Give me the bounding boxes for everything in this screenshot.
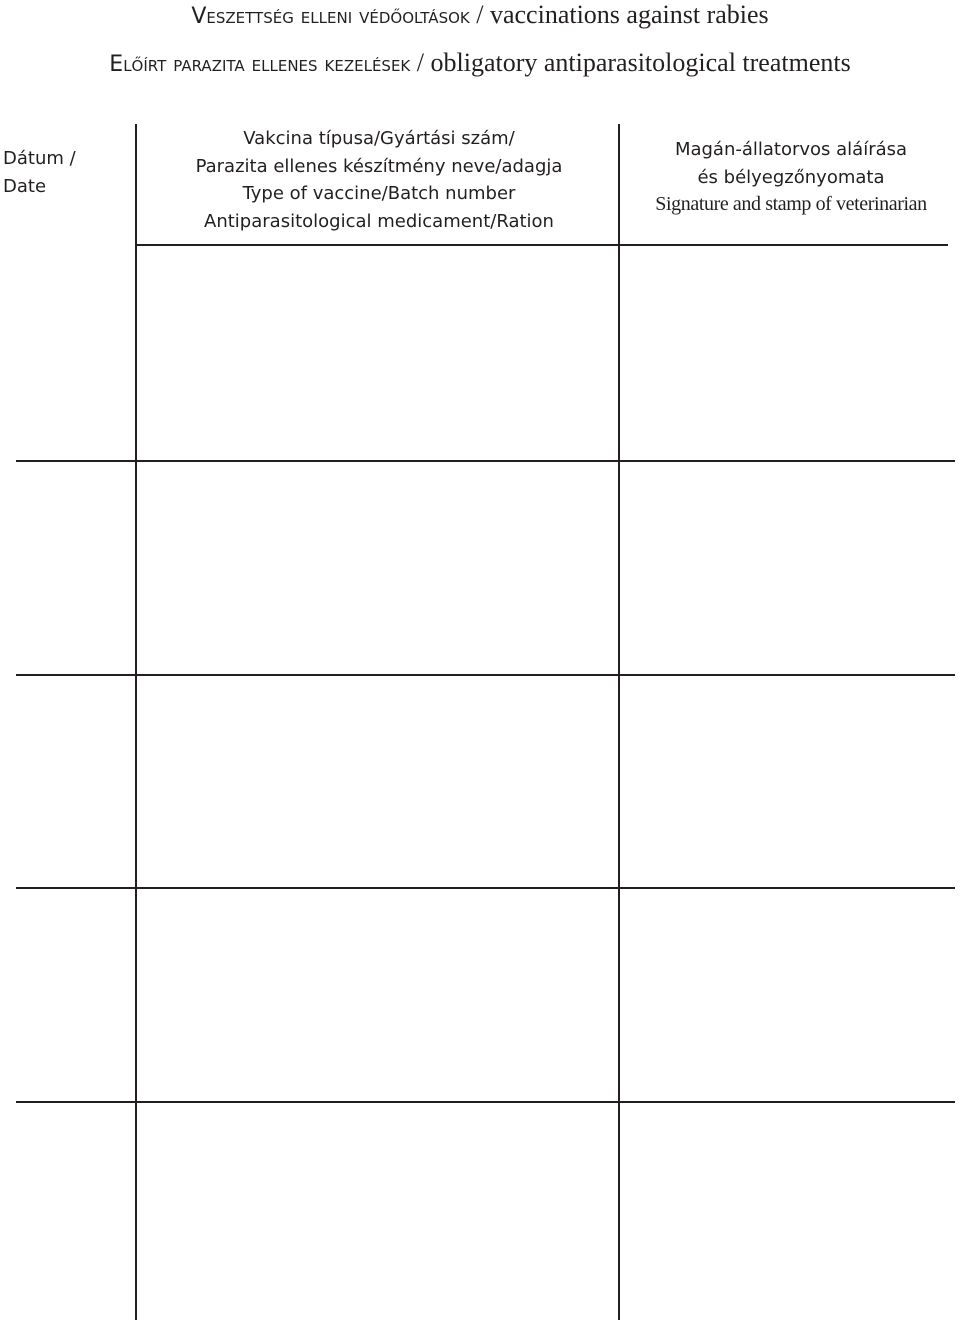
title-rabies-separator: / xyxy=(469,0,490,29)
column-header-vaccine-line-4: Antiparasitological medicament/Ration xyxy=(204,210,554,232)
column-header-signature-line-2: és bélyegzőnyomata xyxy=(697,166,885,188)
column-divider-vaccine-signature xyxy=(618,124,620,1320)
column-header-vaccine-line-2: Parazita ellenes készítmény neve/adagja xyxy=(195,155,563,177)
column-header-vaccine-line-1: Vakcina típusa/Gyártási szám/ xyxy=(243,128,515,149)
table-row-divider xyxy=(16,887,955,889)
title-rabies-en: vaccinations against rabies xyxy=(489,0,769,29)
table-row-divider xyxy=(16,460,955,462)
header-rule xyxy=(136,244,948,246)
column-header-signature-line-3: Signature and stamp of veterinarian xyxy=(655,193,927,215)
title-rabies-vaccinations xyxy=(0,0,960,32)
column-header-signature-line-1: Magán-állatorvos aláírása xyxy=(674,139,908,160)
title-rabies-hu: Veszettség elleni védőoltások xyxy=(191,4,470,29)
title-antiparasitological-treatments xyxy=(0,48,960,80)
column-header-vaccine xyxy=(140,125,618,235)
table-row-divider xyxy=(16,1101,955,1103)
column-divider-date-vaccine xyxy=(135,124,137,1320)
title-treatments-separator: / xyxy=(410,48,431,77)
column-header-date-en: Date xyxy=(3,175,47,197)
column-header-date xyxy=(3,145,76,200)
column-header-vaccine-line-3: Type of vaccine/Batch number xyxy=(242,183,516,204)
table-row-divider xyxy=(16,674,955,676)
column-header-signature xyxy=(622,136,960,219)
column-header-date-hu: Dátum / xyxy=(3,148,76,169)
title-treatments-en: obligatory antiparasitological treatments xyxy=(430,48,851,77)
title-treatments-hu: Előírt parazita ellenes kezelések xyxy=(109,52,411,77)
